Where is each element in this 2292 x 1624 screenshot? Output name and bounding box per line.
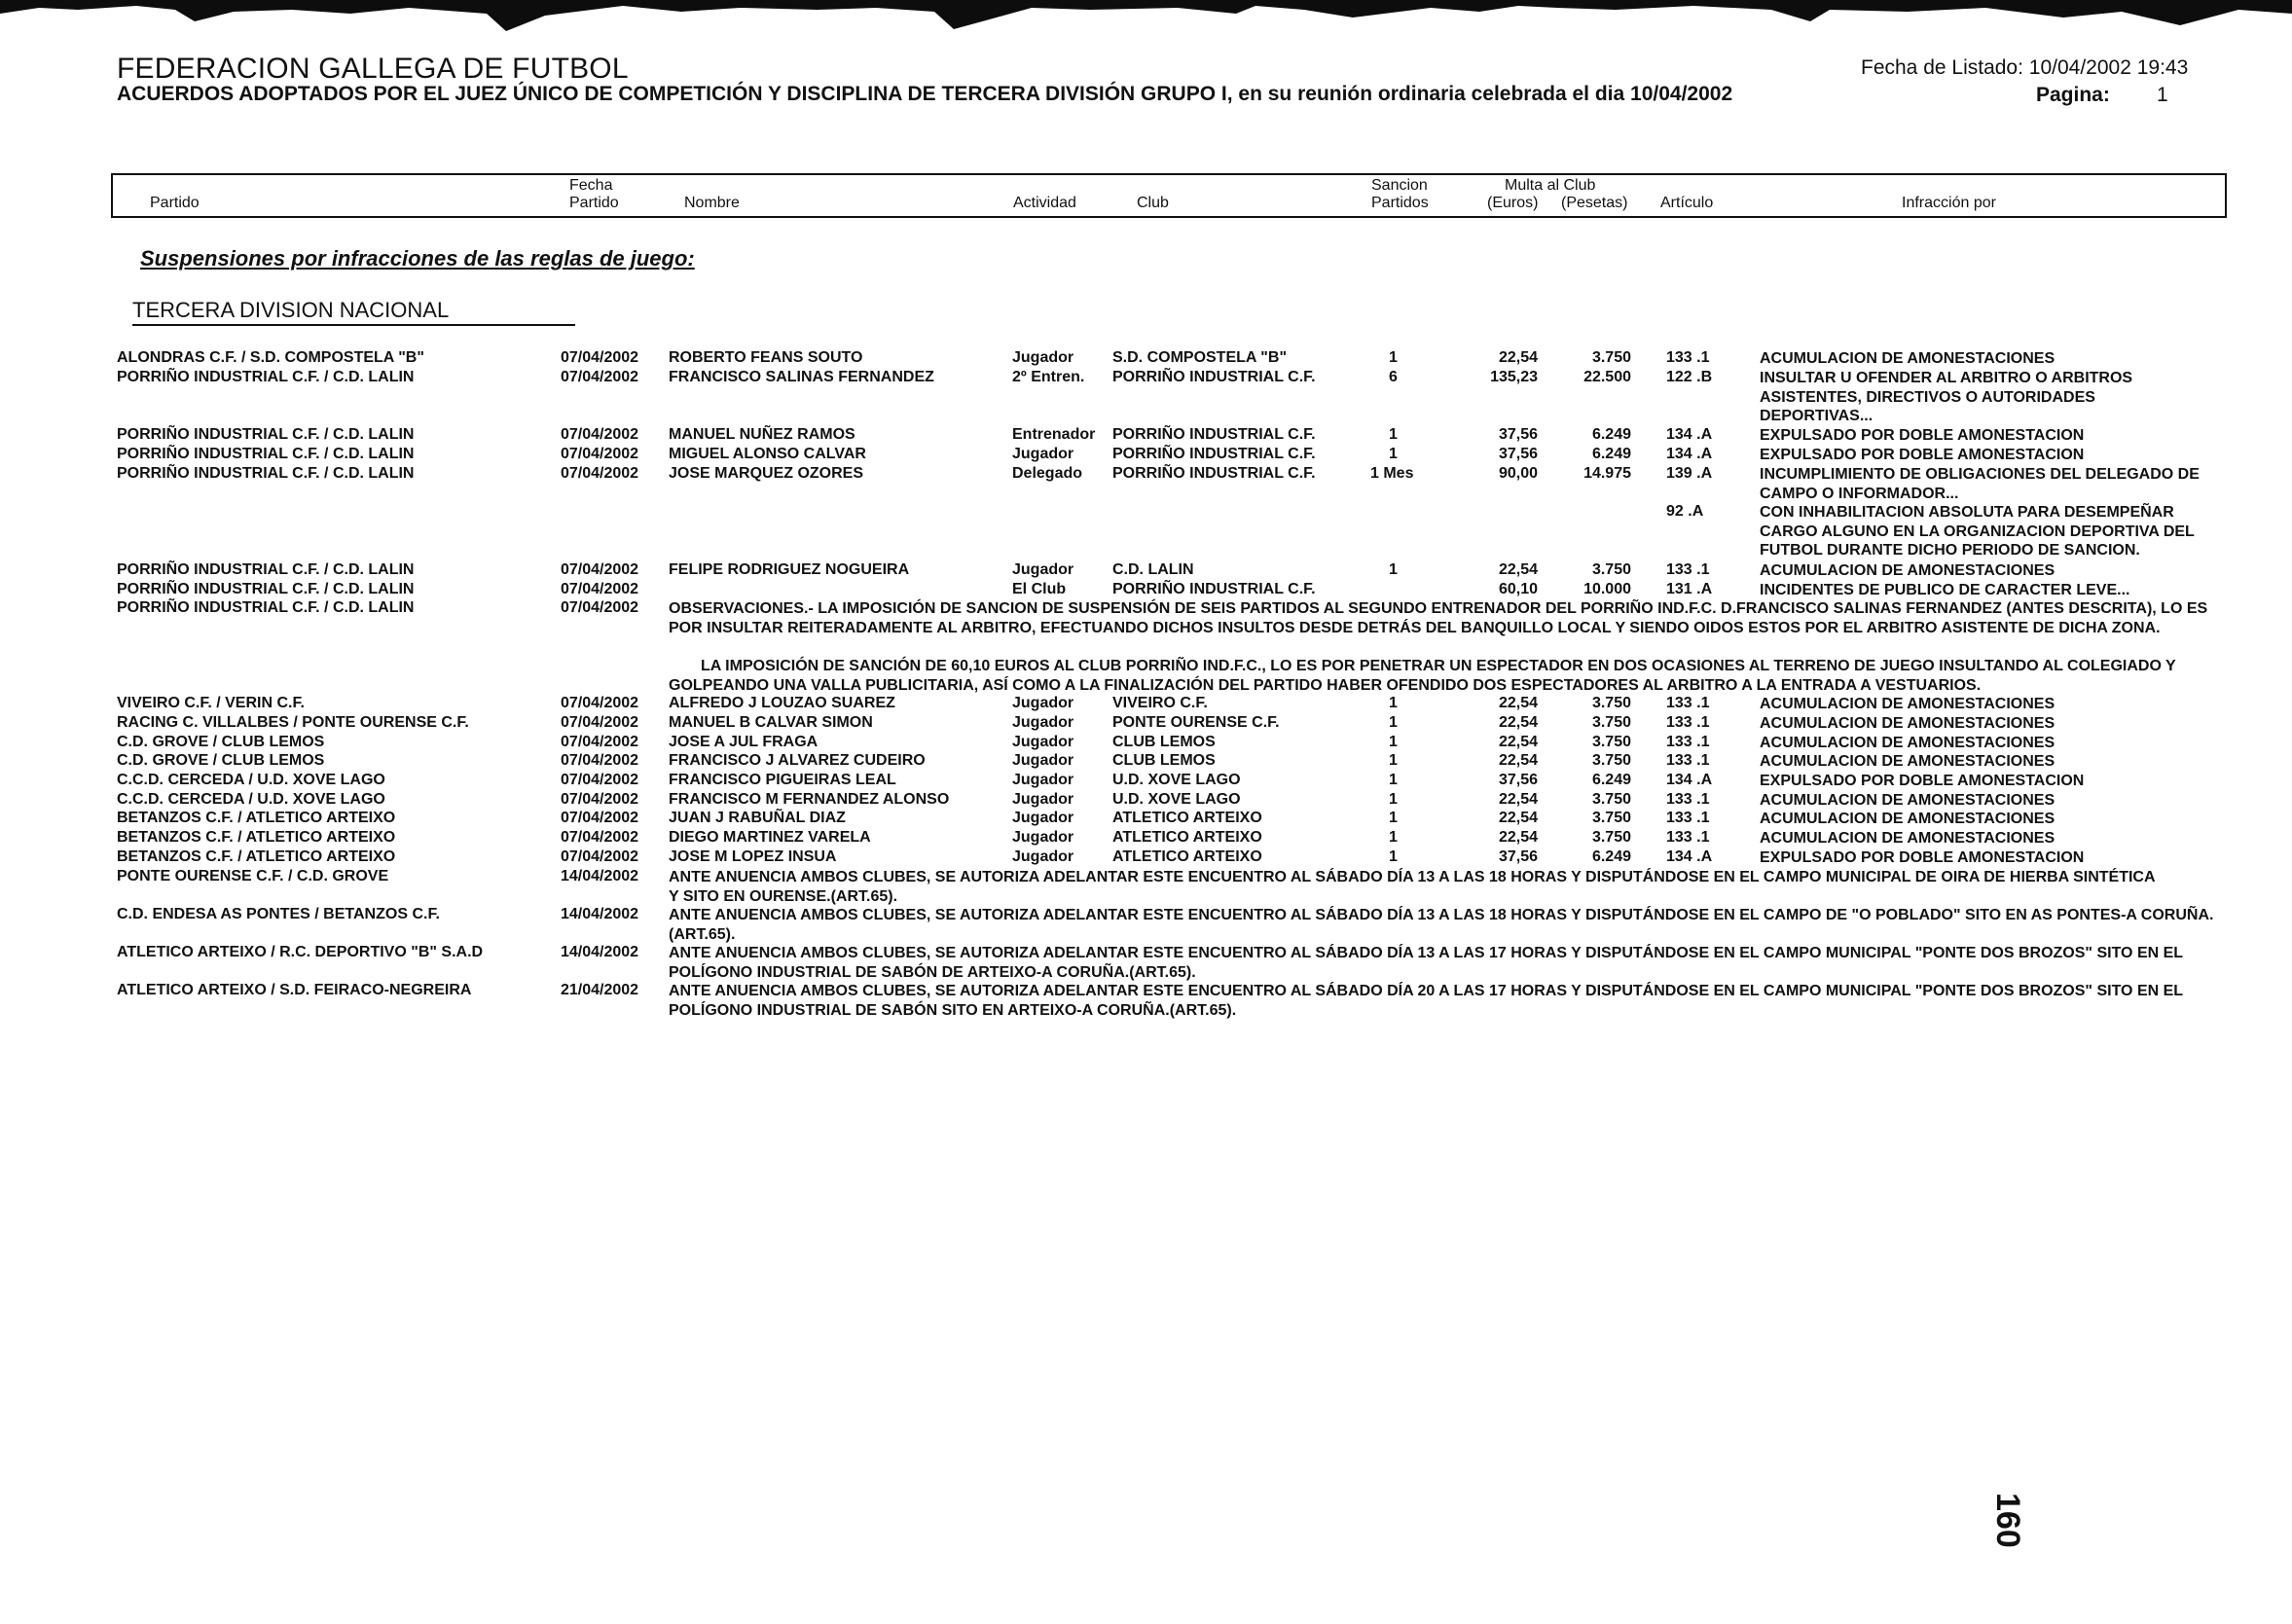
cell-articulo: 133 .1 <box>1666 791 1710 808</box>
cell-infraccion: ACUMULACION DE AMONESTACIONES <box>1760 830 2056 847</box>
table-row <box>0 581 2292 600</box>
cell-club: CLUB LEMOS <box>1112 752 1216 769</box>
cell-infraccion: EXPULSADO POR DOBLE AMONESTACION <box>1760 773 2085 789</box>
cell-actividad: Entrenador <box>1012 426 1096 443</box>
cell-pesetas: 3.750 <box>1591 791 1631 808</box>
cell-euros: 22,54 <box>1498 752 1538 769</box>
cell-partido: PORRIÑO INDUSTRIAL C.F. / C.D. LALIN <box>117 465 415 482</box>
cell-sancion: 1 <box>1389 829 1398 846</box>
cell-articulo: 134 .A <box>1666 772 1713 788</box>
cell-club: ATLETICO ARTEIXO <box>1112 810 1262 826</box>
notice-text: ANTE ANUENCIA AMBOS CLUBES, SE AUTORIZA ADELANTAR ESTE ENCUENTRO AL SÁBADO DÍA 20 A LAS 17 HORAS Y DISPUTÁNDOSE EN EL CAMPO MUNICIPAL "PONTE DOS BROZOS" SITO EN EL POLÍGONO INDUSTRIAL DE SABÓN SITO EN ARTEIXO-A CORUÑA.(ART.65). <box>669 983 2183 1019</box>
cell-infraccion: ACUMULACION DE AMONESTACIONES <box>1760 792 2056 809</box>
cell-club: ATLETICO ARTEIXO <box>1112 829 1262 846</box>
cell-club: PORRIÑO INDUSTRIAL C.F. <box>1112 581 1316 597</box>
cell-infraccion: ACUMULACION DE AMONESTACIONES <box>1760 350 2056 367</box>
cell-infraccion: ACUMULACION DE AMONESTACIONES <box>1760 811 2056 827</box>
col-partido: Partido <box>150 195 200 211</box>
col-fecha-top: Fecha <box>569 177 613 194</box>
cell-actividad: Jugador <box>1012 829 1074 846</box>
table-row <box>0 446 2292 465</box>
cell-infraccion: EXPULSADO POR DOBLE AMONESTACION <box>1760 849 2085 866</box>
cell-fecha: 07/04/2002 <box>561 465 639 482</box>
col-infraccion: Infracción por <box>1902 195 1996 211</box>
cell-fecha: 07/04/2002 <box>561 599 639 616</box>
page-label: Pagina: <box>2036 84 2110 106</box>
cell-club: CLUB LEMOS <box>1112 734 1216 750</box>
cell-fecha: 07/04/2002 <box>561 752 639 769</box>
cell-pesetas: 3.750 <box>1591 810 1631 826</box>
cell-nombre: MANUEL NUÑEZ RAMOS <box>669 426 855 443</box>
cell-sancion: 1 <box>1389 734 1398 750</box>
cell-fecha: 07/04/2002 <box>561 829 639 846</box>
cell-partido: PORRIÑO INDUSTRIAL C.F. / C.D. LALIN <box>117 599 415 616</box>
cell-sancion: 1 <box>1389 772 1398 788</box>
cell-actividad: Jugador <box>1012 349 1074 366</box>
section-title: Suspensiones por infracciones de las reglas de juego: <box>140 246 695 271</box>
cell-partido: BETANZOS C.F. / ATLETICO ARTEIXO <box>117 829 396 846</box>
cell-euros: 37,56 <box>1498 426 1538 443</box>
cell-nombre: FRANCISCO PIGUEIRAS LEAL <box>669 772 896 788</box>
cell-partido: VIVEIRO C.F. / VERIN C.F. <box>117 695 305 711</box>
cell-actividad: Jugador <box>1012 791 1074 808</box>
cell-partido: C.D. GROVE / CLUB LEMOS <box>117 752 325 769</box>
cell-fecha: 14/04/2002 <box>561 944 639 960</box>
cell-club: PORRIÑO INDUSTRIAL C.F. <box>1112 426 1316 443</box>
cell-nombre: FRANCISCO SALINAS FERNANDEZ <box>669 369 934 385</box>
cell-articulo: 133 .1 <box>1666 734 1710 750</box>
cell-sancion: 1 <box>1389 349 1398 366</box>
cell-partido: PORRIÑO INDUSTRIAL C.F. / C.D. LALIN <box>117 561 415 578</box>
cell-articulo: 133 .1 <box>1666 561 1710 578</box>
table-row <box>0 503 2292 559</box>
cell-articulo: 133 .1 <box>1666 714 1710 731</box>
cell-euros: 22,54 <box>1498 695 1538 711</box>
cell-club: S.D. COMPOSTELA "B" <box>1112 349 1288 366</box>
cell-euros: 22,54 <box>1498 829 1538 846</box>
cell-articulo: 133 .1 <box>1666 349 1710 366</box>
cell-sancion: 1 <box>1389 791 1398 808</box>
cell-euros: 22,54 <box>1498 714 1538 731</box>
cell-sancion: 1 <box>1389 810 1398 826</box>
table-row <box>0 369 2292 425</box>
cell-partido: C.C.D. CERCEDA / U.D. XOVE LAGO <box>117 772 385 788</box>
notice-row <box>0 944 2292 981</box>
cell-fecha: 07/04/2002 <box>561 581 639 597</box>
cell-sancion: 1 Mes <box>1370 465 1414 482</box>
cell-articulo: 133 .1 <box>1666 829 1710 846</box>
col-euros: (Euros) <box>1487 195 1539 211</box>
division-title: TERCERA DIVISION NACIONAL <box>132 298 575 326</box>
cell-club: PORRIÑO INDUSTRIAL C.F. <box>1112 446 1316 462</box>
cell-fecha: 07/04/2002 <box>561 734 639 750</box>
col-fecha-bottom: Partido <box>569 195 619 211</box>
cell-pesetas: 3.750 <box>1591 714 1631 731</box>
cell-pesetas: 6.249 <box>1591 426 1631 443</box>
col-nombre: Nombre <box>684 195 740 211</box>
cell-fecha: 07/04/2002 <box>561 714 639 731</box>
cell-sancion: 1 <box>1389 561 1398 578</box>
cell-partido: BETANZOS C.F. / ATLETICO ARTEIXO <box>117 810 396 826</box>
cell-articulo: 139 .A <box>1666 465 1713 482</box>
cell-infraccion: EXPULSADO POR DOBLE AMONESTACION <box>1760 427 2085 444</box>
cell-euros: 22,54 <box>1498 561 1538 578</box>
cell-euros: 60,10 <box>1498 581 1538 597</box>
cell-partido: ATLETICO ARTEIXO / S.D. FEIRACO-NEGREIRA <box>117 982 472 998</box>
cell-infraccion: INSULTAR U OFENDER AL ARBITRO O ARBITROS ASISTENTES, DIRECTIVOS O AUTORIDADES DEPORTIVAS... <box>1760 370 2133 425</box>
listing-date: Fecha de Listado: 10/04/2002 19:43 <box>1861 56 2189 79</box>
cell-articulo: 133 .1 <box>1666 695 1710 711</box>
notice-text: ANTE ANUENCIA AMBOS CLUBES, SE AUTORIZA ADELANTAR ESTE ENCUENTRO AL SÁBADO DÍA 13 A LAS 18 HORAS Y DISPUTÁNDOSE EN EL CAMPO DE "O POBLADO" SITO EN AS PONTES-A CORUÑA.(ART.65). <box>669 907 2214 943</box>
cell-partido: C.C.D. CERCEDA / U.D. XOVE LAGO <box>117 791 385 808</box>
cell-euros: 22,54 <box>1498 791 1538 808</box>
cell-pesetas: 3.750 <box>1591 695 1631 711</box>
col-articulo: Artículo <box>1660 195 1714 211</box>
cell-pesetas: 3.750 <box>1591 349 1631 366</box>
cell-club: VIVEIRO C.F. <box>1112 695 1208 711</box>
cell-fecha: 07/04/2002 <box>561 695 639 711</box>
cell-nombre: FRANCISCO M FERNANDEZ ALONSO <box>669 791 950 808</box>
observation-text-1: OBSERVACIONES.- LA IMPOSICIÓN DE SANCION DE SUSPENSIÓN DE SEIS PARTIDOS AL SEGUNDO ENTRENADOR DEL PORRIÑO IND.F.C. D.FRANCISCO SALINAS FERNANDEZ (ANTES DESCRITA), LO ES POR INSULTAR REITERADAMENTE AL ARBITRO, EFECTUANDO DICHOS INSULTOS DESDE DETRÁS DEL BANQUILLO LOCAL Y SIENDO OIDOS ESTOS POR EL ARBITRO ASISTENTE DE DICHA ZONA. <box>669 600 2208 636</box>
col-sancion-top: Sancion <box>1371 177 1428 194</box>
handwritten-page-stamp: 160 <box>1989 1493 2026 1548</box>
table-row <box>0 465 2292 502</box>
table-row <box>0 714 2292 734</box>
cell-partido: BETANZOS C.F. / ATLETICO ARTEIXO <box>117 848 396 865</box>
table-row <box>0 829 2292 848</box>
cell-infraccion: ACUMULACION DE AMONESTACIONES <box>1760 562 2056 579</box>
cell-fecha: 07/04/2002 <box>561 349 639 366</box>
cell-nombre: JUAN J RABUÑAL DIAZ <box>669 810 846 826</box>
cell-articulo: 133 .1 <box>1666 810 1710 826</box>
cell-euros: 37,56 <box>1498 848 1538 865</box>
cell-infraccion: CON INHABILITACION ABSOLUTA PARA DESEMPEÑAR CARGO ALGUNO EN LA ORGANIZACION DEPORTIVA DEL FUTBOL DURANTE DICHO PERIODO DE SANCION. <box>1760 504 2195 559</box>
cell-partido: C.D. ENDESA AS PONTES / BETANZOS C.F. <box>117 906 440 922</box>
column-header-box <box>111 173 2227 218</box>
cell-euros: 22,54 <box>1498 349 1538 366</box>
cell-nombre: MIGUEL ALONSO CALVAR <box>669 446 866 462</box>
cell-infraccion: ACUMULACION DE AMONESTACIONES <box>1760 696 2056 712</box>
cell-sancion: 1 <box>1389 752 1398 769</box>
col-sancion-bottom: Partidos <box>1371 195 1429 211</box>
cell-nombre: JOSE A JUL FRAGA <box>669 734 819 750</box>
cell-articulo: 134 .A <box>1666 446 1713 462</box>
notice-row <box>0 982 2292 1019</box>
cell-nombre: ROBERTO FEANS SOUTO <box>669 349 863 366</box>
cell-actividad: Jugador <box>1012 810 1074 826</box>
cell-articulo: 133 .1 <box>1666 752 1710 769</box>
cell-actividad: Jugador <box>1012 561 1074 578</box>
cell-infraccion: ACUMULACION DE AMONESTACIONES <box>1760 735 2056 751</box>
table-row <box>0 695 2292 714</box>
cell-fecha: 07/04/2002 <box>561 791 639 808</box>
cell-euros: 22,54 <box>1498 734 1538 750</box>
cell-sancion: 1 <box>1389 446 1398 462</box>
cell-sancion: 1 <box>1389 426 1398 443</box>
cell-club: U.D. XOVE LAGO <box>1112 791 1241 808</box>
cell-euros: 90,00 <box>1498 465 1538 482</box>
torn-paper-edge <box>0 0 2292 39</box>
cell-partido: ALONDRAS C.F. / S.D. COMPOSTELA "B" <box>117 349 424 366</box>
cell-actividad: Jugador <box>1012 714 1074 731</box>
cell-pesetas: 3.750 <box>1591 561 1631 578</box>
cell-pesetas: 14.975 <box>1583 465 1631 482</box>
cell-pesetas: 3.750 <box>1591 752 1631 769</box>
cell-fecha: 14/04/2002 <box>561 868 639 884</box>
cell-club: C.D. LALIN <box>1112 561 1194 578</box>
cell-nombre: MANUEL B CALVAR SIMON <box>669 714 873 731</box>
cell-partido: PORRIÑO INDUSTRIAL C.F. / C.D. LALIN <box>117 369 415 385</box>
cell-infraccion: INCUMPLIMIENTO DE OBLIGACIONES DEL DELEGADO DE CAMPO O INFORMADOR... <box>1760 466 2200 502</box>
cell-pesetas: 3.750 <box>1591 734 1631 750</box>
cell-fecha: 21/04/2002 <box>561 982 639 998</box>
table-row <box>0 791 2292 811</box>
cell-nombre: FELIPE RODRIGUEZ NOGUEIRA <box>669 561 910 578</box>
cell-fecha: 07/04/2002 <box>561 772 639 788</box>
table-row <box>0 426 2292 446</box>
cell-articulo: 122 .B <box>1666 369 1713 385</box>
table-row <box>0 810 2292 829</box>
table-row <box>0 848 2292 868</box>
cell-actividad: Jugador <box>1012 695 1074 711</box>
cell-infraccion: ACUMULACION DE AMONESTACIONES <box>1760 715 2056 732</box>
cell-actividad: Delegado <box>1012 465 1083 482</box>
observation-row <box>0 599 2292 636</box>
cell-fecha: 07/04/2002 <box>561 848 639 865</box>
cell-partido: ATLETICO ARTEIXO / R.C. DEPORTIVO "B" S.A.D <box>117 944 484 960</box>
cell-pesetas: 6.249 <box>1591 446 1631 462</box>
col-club: Club <box>1137 195 1169 211</box>
cell-actividad: Jugador <box>1012 772 1074 788</box>
cell-club: PORRIÑO INDUSTRIAL C.F. <box>1112 369 1316 385</box>
observation-text-2: LA IMPOSICIÓN DE SANCIÓN DE 60,10 EUROS AL CLUB PORRIÑO IND.F.C., LO ES POR PENETRAR UN ESPECTADOR EN DOS OCASIONES AL TERRENO DE JUEGO INSULTANDO AL COLEGIADO Y GOLPEANDO UNA VALLA PUBLICITARIA, ASÍ COMO A LA FINALIZACIÓN DEL PARTIDO HABER OFENDIDO DOS ESPECTADORES AL ARBITRO A LA ENTRADA A VESTUARIOS. <box>669 658 2176 694</box>
cell-sancion: 1 <box>1389 714 1398 731</box>
cell-infraccion: EXPULSADO POR DOBLE AMONESTACION <box>1760 447 2085 463</box>
table-row <box>0 752 2292 772</box>
cell-infraccion: INCIDENTES DE PUBLICO DE CARACTER LEVE... <box>1760 582 2130 598</box>
cell-fecha: 14/04/2002 <box>561 906 639 922</box>
cell-partido: C.D. GROVE / CLUB LEMOS <box>117 734 325 750</box>
cell-nombre: ALFREDO J LOUZAO SUAREZ <box>669 695 895 711</box>
notice-row <box>0 868 2292 905</box>
cell-articulo: 92 .A <box>1666 503 1704 520</box>
col-multa-top: Multa al Club <box>1505 177 1596 194</box>
notice-text: ANTE ANUENCIA AMBOS CLUBES, SE AUTORIZA ADELANTAR ESTE ENCUENTRO AL SÁBADO DÍA 13 A LAS 17 HORAS Y DISPUTÁNDOSE EN EL CAMPO MUNICIPAL "PONTE DOS BROZOS" SITO EN EL POLÍGONO INDUSTRIAL DE SABÓN DE ARTEIXO-A CORUÑA.(ART.65). <box>669 945 2183 981</box>
cell-euros: 22,54 <box>1498 810 1538 826</box>
cell-nombre: JOSE MARQUEZ OZORES <box>669 465 864 482</box>
cell-fecha: 07/04/2002 <box>561 810 639 826</box>
cell-actividad: 2º Entren. <box>1012 369 1085 385</box>
cell-sancion: 6 <box>1389 369 1398 385</box>
table-row <box>0 561 2292 581</box>
cell-club: ATLETICO ARTEIXO <box>1112 848 1262 865</box>
cell-actividad: Jugador <box>1012 752 1074 769</box>
notice-text: ANTE ANUENCIA AMBOS CLUBES, SE AUTORIZA ADELANTAR ESTE ENCUENTRO AL SÁBADO DÍA 13 A LAS 18 HORAS Y DISPUTÁNDOSE EN EL CAMPO MUNICIPAL DE OIRA DE HIERBA SINTÉTICA Y SITO EN OURENSE.(ART.65). <box>669 869 2155 905</box>
cell-pesetas: 10.000 <box>1583 581 1631 597</box>
cell-fecha: 07/04/2002 <box>561 561 639 578</box>
notice-row <box>0 906 2292 943</box>
col-pesetas: (Pesetas) <box>1561 195 1628 211</box>
page-number: 1 <box>2157 84 2168 106</box>
cell-pesetas: 6.249 <box>1591 848 1631 865</box>
cell-partido: PORRIÑO INDUSTRIAL C.F. / C.D. LALIN <box>117 446 415 462</box>
cell-infraccion: ACUMULACION DE AMONESTACIONES <box>1760 753 2056 770</box>
cell-partido: PORRIÑO INDUSTRIAL C.F. / C.D. LALIN <box>117 581 415 597</box>
cell-club: PORRIÑO INDUSTRIAL C.F. <box>1112 465 1316 482</box>
cell-nombre: FRANCISCO J ALVAREZ CUDEIRO <box>669 752 926 769</box>
cell-fecha: 07/04/2002 <box>561 369 639 385</box>
cell-partido: RACING C. VILLALBES / PONTE OURENSE C.F. <box>117 714 469 731</box>
cell-fecha: 07/04/2002 <box>561 446 639 462</box>
cell-articulo: 131 .A <box>1666 581 1713 597</box>
cell-actividad: Jugador <box>1012 734 1074 750</box>
table-row <box>0 772 2292 791</box>
document-subtitle: ACUERDOS ADOPTADOS POR EL JUEZ ÚNICO DE COMPETICIÓN Y DISCIPLINA DE TERCERA DIVISIÓN GRUPO I, en su reunión ordinaria celebrada el dia 10/04/2002 <box>117 83 1733 105</box>
cell-actividad: Jugador <box>1012 848 1074 865</box>
cell-pesetas: 22.500 <box>1583 369 1631 385</box>
cell-sancion: 1 <box>1389 695 1398 711</box>
table-row <box>0 349 2292 369</box>
organization-title: FEDERACION GALLEGA DE FUTBOL <box>117 53 629 85</box>
cell-euros: 135,23 <box>1490 369 1538 385</box>
col-actividad: Actividad <box>1013 195 1076 211</box>
cell-euros: 37,56 <box>1498 446 1538 462</box>
cell-nombre: DIEGO MARTINEZ VARELA <box>669 829 871 846</box>
cell-club: U.D. XOVE LAGO <box>1112 772 1241 788</box>
cell-partido: PORRIÑO INDUSTRIAL C.F. / C.D. LALIN <box>117 426 415 443</box>
cell-articulo: 134 .A <box>1666 848 1713 865</box>
cell-club: PONTE OURENSE C.F. <box>1112 714 1280 731</box>
cell-partido: PONTE OURENSE C.F. / C.D. GROVE <box>117 868 389 884</box>
cell-pesetas: 3.750 <box>1591 829 1631 846</box>
observation-row <box>0 657 2292 694</box>
cell-sancion: 1 <box>1389 848 1398 865</box>
table-row <box>0 734 2292 753</box>
cell-actividad: El Club <box>1012 581 1067 597</box>
cell-fecha: 07/04/2002 <box>561 426 639 443</box>
cell-articulo: 134 .A <box>1666 426 1713 443</box>
cell-pesetas: 6.249 <box>1591 772 1631 788</box>
cell-euros: 37,56 <box>1498 772 1538 788</box>
cell-actividad: Jugador <box>1012 446 1074 462</box>
cell-nombre: JOSE M LOPEZ INSUA <box>669 848 837 865</box>
